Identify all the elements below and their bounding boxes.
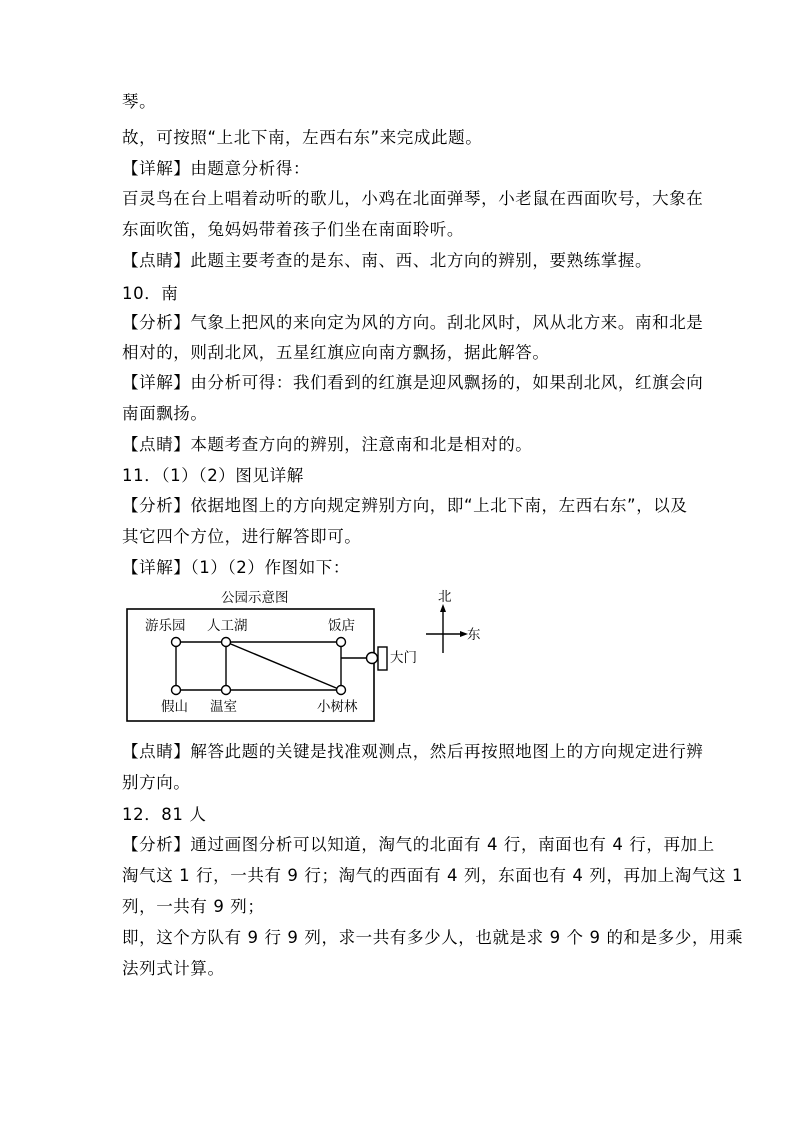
compass-north-label: 北 [438, 589, 452, 605]
text-line: 法列式计算。 [122, 959, 225, 978]
compass-icon [426, 610, 462, 653]
node-gate [367, 653, 378, 664]
park-diagram [120, 585, 500, 727]
text-line: 百灵鸟在台上唱着动听的歌儿，小鸡在北面弹琴，小老鼠在西面吹号，大象在 [122, 189, 704, 208]
label-rockery: 假山 [161, 699, 188, 715]
label-grove: 小树林 [317, 699, 358, 715]
text-line: 南面飘扬。 [122, 404, 208, 423]
text-line: 别方向。 [122, 773, 191, 792]
text-line: 【详解】由题意分析得： [122, 159, 311, 178]
text-line: 【分析】通过画图分析可以知道，淘气的北面有 4 行，南面也有 4 行，再加上 [122, 835, 715, 854]
label-restaurant: 饭店 [328, 618, 355, 634]
label-greenhouse: 温室 [210, 699, 237, 715]
section-heading: 10．南 [122, 284, 179, 303]
text-line: 【详解】（1）（2）作图如下： [122, 558, 350, 577]
label-gate: 大门 [390, 650, 417, 666]
text-line: 即，这个方队有 9 行 9 列，求一共有多少人，也就是求 9 个 9 的和是多少，用乘 [122, 928, 744, 947]
text-line: 【点睛】此题主要考查的是东、南、西、北方向的辨别，要熟练掌握。 [122, 251, 653, 270]
node-amusement-park [172, 638, 181, 647]
text-line: 【点睛】解答此题的关键是找准观测点，然后再按照地图上的方向规定进行辨 [122, 742, 704, 761]
text-line: 【分析】气象上把风的来向定为风的方向。刮北风时，风从北方来。南和北是 [122, 313, 704, 332]
label-artificial-lake: 人工湖 [207, 618, 248, 634]
text-line: 【点睛】本题考查方向的辨别，注意南和北是相对的。 [122, 435, 533, 454]
node-restaurant [337, 638, 346, 647]
section-heading: 12．81 人 [122, 805, 207, 824]
gate-box [378, 647, 387, 670]
node-artificial-lake [222, 638, 231, 647]
section-heading: 11．（1）（2）图见详解 [122, 466, 304, 485]
text-line: 故，可按照“上北下南，左西右东”来完成此题。 [122, 128, 483, 147]
text-line: 【分析】依据地图上的方向规定辨别方向，即“上北下南，左西右东”，以及 [122, 496, 688, 515]
node-grove [337, 686, 346, 695]
text-line: 列，一共有 9 列； [122, 897, 265, 916]
text-line: 相对的，则刮北风，五星红旗应向南方飘扬，据此解答。 [122, 343, 550, 362]
text-line: 其它四个方位，进行解答即可。 [122, 527, 362, 546]
label-amusement-park: 游乐园 [145, 618, 186, 634]
diagram-title: 公园示意图 [221, 590, 289, 606]
node-rockery [172, 686, 181, 695]
text-line: 【详解】由分析可得：我们看到的红旗是迎风飘扬的，如果刮北风，红旗会向 [122, 373, 704, 392]
text-line: 淘气这 1 行，一共有 9 行；淘气的西面有 4 列，东面也有 4 列，再加上淘气这 1 [122, 866, 744, 885]
text-line: 东面吹笛，兔妈妈带着孩子们坐在南面聆听。 [122, 220, 464, 239]
compass-east-label: 东 [467, 627, 481, 643]
node-greenhouse [222, 686, 231, 695]
text-line: 琴。 [122, 92, 157, 111]
